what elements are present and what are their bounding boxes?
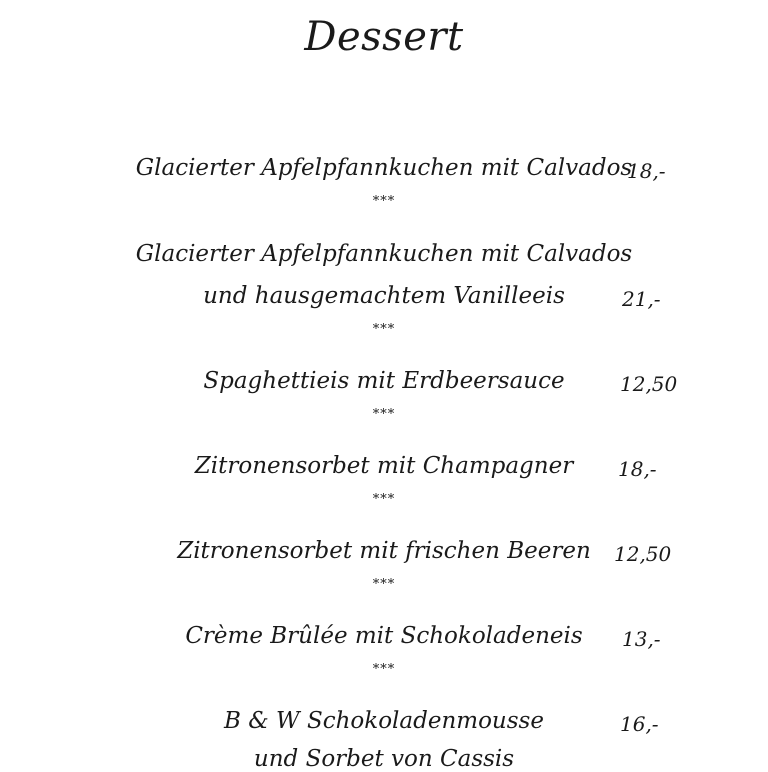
separator: *** [372,577,396,592]
dish-price: 16,- [620,712,659,736]
dish-price: 18,- [618,457,657,481]
dish-price: 12,50 [620,372,678,396]
dish-name: Glacierter Apfelpfannkuchen mit Calvados [135,155,633,181]
dish-name: Glacierter Apfelpfannkuchen mit Calvados [135,241,633,267]
dish-name-line2: und hausgemachtem Vanilleeis [203,283,565,309]
separator: *** [372,492,396,507]
dish-price: 18,- [627,159,666,183]
separator: *** [372,194,396,209]
dish-name: Crème Brûlée mit Schokoladeneis [185,623,583,649]
dish-name-line2: und Sorbet von Cassis [253,746,515,772]
dish-name: Zitronensorbet mit frischen Beeren [177,538,591,564]
separator: *** [372,662,396,677]
menu-title: Dessert [304,14,464,60]
dish-name: Zitronensorbet mit Champagner [194,453,574,479]
separator: *** [372,407,396,422]
dish-name: Spaghettieis mit Erdbeersauce [203,368,565,394]
dish-price: 13,- [622,627,661,651]
dish-price: 21,- [622,287,661,311]
dish-name: B & W Schokoladenmousse [224,708,544,734]
dish-price: 12,50 [614,542,672,566]
separator: *** [372,322,396,337]
